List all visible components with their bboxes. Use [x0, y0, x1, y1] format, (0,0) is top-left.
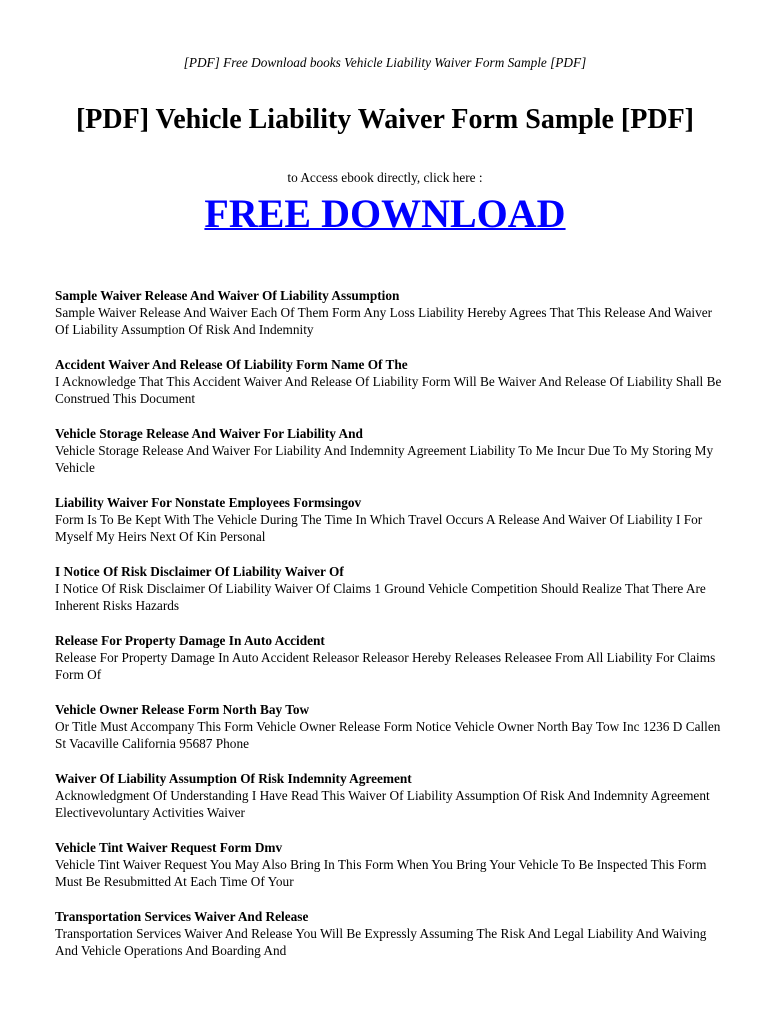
- section-body: I Notice Of Risk Disclaimer Of Liability Waiver Of Claims 1 Ground Vehicle Competition Should Realize That There Are Inherent Risks Hazards: [55, 581, 706, 613]
- section-heading: Accident Waiver And Release Of Liability Form Name Of The: [55, 357, 408, 372]
- section-item: [55, 701, 725, 752]
- section-body: Sample Waiver Release And Waiver Each Of Them Form Any Loss Liability Hereby Agrees That This Release And Waiver Of Liability Assumption Of Risk And Indemnity: [55, 305, 713, 337]
- section-item: [55, 908, 725, 959]
- section-heading: Liability Waiver For Nonstate Employees Formsingov: [55, 495, 362, 510]
- section-item: [55, 839, 725, 890]
- section-body: Or Title Must Accompany This Form Vehicle Owner Release Form Notice Vehicle Owner North Bay Tow Inc 1236 D Callen St Vacaville California 95687 Phone: [55, 719, 721, 751]
- section-item: [55, 287, 725, 338]
- section-item: [55, 632, 725, 683]
- section-heading: Vehicle Owner Release Form North Bay Tow: [55, 702, 310, 717]
- download-container: [0, 190, 770, 237]
- page-header: [PDF] Free Download books Vehicle Liability Waiver Form Sample [PDF]: [183, 55, 587, 70]
- section-heading: Transportation Services Waiver And Release: [55, 909, 309, 924]
- section-item: [55, 494, 725, 545]
- section-body: Vehicle Storage Release And Waiver For Liability And Indemnity Agreement Liability To Me Incur Due To My Storing My Vehicle: [55, 443, 714, 475]
- section-heading: Release For Property Damage In Auto Accident: [55, 633, 325, 648]
- section-heading: I Notice Of Risk Disclaimer Of Liability Waiver Of: [55, 564, 344, 579]
- access-text: to Access ebook directly, click here :: [287, 170, 483, 185]
- section-item: [55, 356, 725, 407]
- section-body: Release For Property Damage In Auto Accident Releasor Releasor Hereby Releases Releasee From All Liability For Claims Form Of: [55, 650, 716, 682]
- section-heading: Waiver Of Liability Assumption Of Risk Indemnity Agreement: [55, 771, 412, 786]
- section-heading: Sample Waiver Release And Waiver Of Liability Assumption: [55, 288, 400, 303]
- section-body: Acknowledgment Of Understanding I Have Read This Waiver Of Liability Assumption Of Risk And Indemnity Agreement Electivevoluntary Activities Waiver: [55, 788, 710, 820]
- page-title: [PDF] Vehicle Liability Waiver Form Sample [PDF]: [75, 104, 694, 135]
- section-item: [55, 563, 725, 614]
- section-list: [55, 287, 725, 977]
- section-item: [55, 425, 725, 476]
- section-heading: Vehicle Tint Waiver Request Form Dmv: [55, 840, 283, 855]
- section-body: Vehicle Tint Waiver Request You May Also Bring In This Form When You Bring Your Vehicle To Be Inspected This Form Must Be Resubmitted At Each Time Of Your: [55, 857, 707, 889]
- section-body: I Acknowledge That This Accident Waiver And Release Of Liability Form Will Be Waiver And Release Of Liability Shall Be Construed This Document: [55, 374, 722, 406]
- section-heading: Vehicle Storage Release And Waiver For Liability And: [55, 426, 363, 441]
- section-item: [55, 770, 725, 821]
- section-body: Form Is To Be Kept With The Vehicle During The Time In Which Travel Occurs A Release And Waiver Of Liability I For Myself My Heirs Next Of Kin Personal: [55, 512, 703, 544]
- section-body: Transportation Services Waiver And Release You Will Be Expressly Assuming The Risk And Legal Liability And Waiving And Vehicle Operations And Boarding And: [55, 926, 707, 958]
- free-download-link[interactable]: FREE DOWNLOAD: [204, 191, 566, 236]
